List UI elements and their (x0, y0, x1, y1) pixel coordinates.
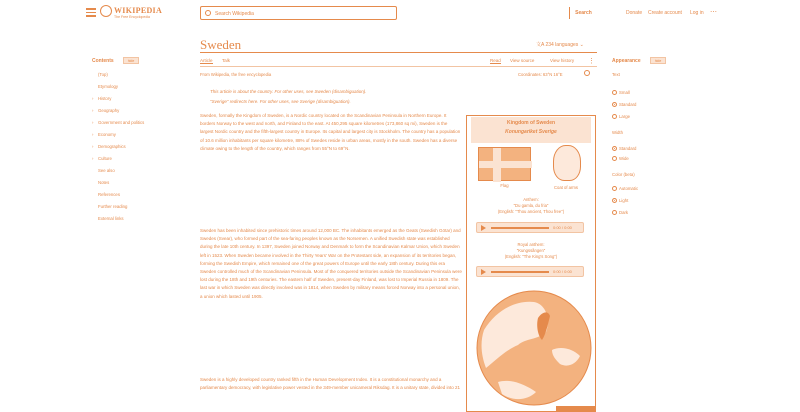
hatnote[interactable]: "Sverige" redirects here. For other uses, see Sverige (disambiguation). (210, 99, 351, 104)
language-count: 234 languages (545, 42, 579, 48)
create-account-link[interactable]: Create account (648, 10, 682, 16)
toc-item-label: History (98, 96, 112, 101)
coordinates[interactable]: Coordinates: 63°N 16°E (518, 72, 563, 77)
text-size-option-label: Large (619, 114, 630, 119)
chevron-right-icon[interactable]: › (92, 108, 94, 113)
width-label-label: Width (612, 130, 623, 135)
toc-item[interactable] (92, 192, 120, 197)
coat-of-arms-caption[interactable]: Coat of arms (554, 185, 578, 190)
hatnote[interactable]: This article is about the country. For other uses, see Sweden (disambiguation). (210, 89, 367, 94)
infobox-country-name: Kingdom of Sweden (506, 120, 556, 126)
anthem-english: (English: "Thou ancient, Thou free") (497, 209, 565, 214)
radio-icon[interactable] (612, 102, 617, 107)
location-map[interactable] (476, 290, 592, 406)
language-button[interactable] (536, 41, 584, 48)
color-option-label: Dark (619, 210, 629, 215)
width-label (612, 130, 623, 135)
toc-item[interactable] (92, 120, 144, 125)
anthem-label: Anthem: (523, 197, 539, 202)
color-label (612, 172, 635, 177)
color-option[interactable] (612, 186, 638, 191)
page-title: Sweden (200, 37, 242, 52)
radio-icon[interactable] (612, 210, 617, 215)
wikipedia-globe-icon[interactable] (100, 5, 112, 17)
tools-menu-icon[interactable]: ⋮ (588, 58, 595, 65)
royal-anthem-english: (English: "The King's Song") (504, 254, 558, 259)
audio-progress-bar[interactable] (491, 227, 549, 229)
toc-item-label: References (98, 192, 120, 197)
search-box[interactable] (200, 6, 592, 20)
color-option[interactable] (612, 198, 628, 203)
anthem-audio-player[interactable] (476, 222, 584, 233)
play-icon[interactable] (481, 225, 486, 231)
text-size-option[interactable] (612, 114, 630, 119)
infobox-footer-bar (556, 406, 596, 412)
more-options-icon[interactable]: ⋯ (710, 9, 717, 16)
infobox-native-name: Konungariket Sverige (505, 129, 557, 135)
radio-icon[interactable] (612, 156, 617, 161)
color-option[interactable] (612, 210, 628, 215)
width-option-label: Standard (619, 146, 637, 151)
radio-icon[interactable] (612, 186, 617, 191)
wikipedia-tagline: The Free Encyclopedia (114, 15, 150, 19)
toc-item-label: See also (98, 168, 115, 173)
audio-time: 0:00 / 0:00 (553, 224, 572, 230)
radio-icon[interactable] (612, 146, 617, 151)
chevron-right-icon[interactable]: › (92, 156, 94, 161)
tab-view-history[interactable]: View history (550, 58, 575, 63)
toc-item[interactable] (92, 132, 116, 137)
tab-talk[interactable]: Talk (222, 58, 231, 63)
anthem-native[interactable]: "Du gamla, du fria" (513, 203, 549, 208)
toc-item[interactable] (92, 72, 108, 77)
toc-heading: Contents (92, 58, 114, 64)
coat-of-arms-image[interactable] (553, 145, 581, 181)
royal-anthem-audio-player[interactable] (476, 266, 584, 277)
government-paragraph: Sweden is a highly developed country ranked fifth in the Human Development Index. It is a constitutional monarchy and a parliamentary democracy, with legislative power vested in the 349-member unicameral Riksdag. It is a unitary state, divided into 21 (200, 377, 461, 391)
chevron-right-icon[interactable]: › (92, 132, 94, 137)
toc-item-label: Economy (98, 132, 116, 137)
toc-item-label: Etymology (98, 84, 119, 89)
appearance-hide-button[interactable]: hide (650, 57, 666, 64)
infobox-title (471, 117, 591, 143)
text-size-option[interactable] (612, 90, 630, 95)
toc-item-label: Culture (98, 156, 112, 161)
flag-caption[interactable]: Flag (500, 183, 509, 188)
main-menu-icon[interactable] (86, 8, 96, 17)
text-size-label (612, 72, 620, 77)
tab-article[interactable]: Article (200, 58, 213, 63)
toc-item-label: Further reading (98, 204, 128, 209)
chevron-right-icon[interactable]: › (92, 120, 94, 125)
globe-icon[interactable] (584, 70, 590, 76)
color-label-label: Color (beta) (612, 172, 635, 177)
toc-item[interactable] (92, 156, 112, 161)
appearance-heading: Appearance (612, 58, 641, 64)
play-icon[interactable] (481, 269, 486, 275)
toc-item-label: Geography (98, 108, 120, 113)
toc-item[interactable] (92, 180, 109, 185)
toc-item[interactable] (92, 144, 126, 149)
color-option-label: Automatic (619, 186, 639, 191)
toc-item-label: Notes (98, 180, 110, 185)
toc-item[interactable] (92, 168, 115, 173)
toc-hide-button[interactable]: hide (123, 57, 139, 64)
width-option-label: Wide (619, 156, 629, 161)
tab-view-source[interactable]: View source (510, 58, 535, 63)
color-option-label: Light (619, 198, 629, 203)
chevron-down-icon: ⌄ (578, 42, 584, 48)
audio-progress-bar[interactable] (491, 271, 549, 273)
audio-time: 0:00 / 0:00 (553, 268, 572, 274)
toc-item[interactable] (92, 204, 127, 209)
width-option[interactable] (612, 146, 636, 151)
history-paragraph: Sweden has been inhabited since prehistoric times around 12,000 BC. The inhabitants emerged as the Geats (Swedish Götar) and Swedes (Svear), who formed part of the sea-faring peoples known as the Norsemen. A unified Swedish state was established during the late 10th century. In 1397, Sweden joined Norway and Denmark to form the Scandinavian Kalmar Union, which Sweden left in 1523. When Sweden became involved in the Thirty Years' War on the Protestant side, an expansion of its territories began, forming the Swedish Empire, which remained one of the great powers of Europe until the early 18th century. During this era Sweden controlled much of the Scandinavian Peninsula. Most of the conquered territories outside the Scandinavian Peninsula were lost during the 18th and 19th centuries. The eastern half of Sweden, present-day Finland, was lost to Imperial Russia in 1809. The last war in which Sweden was directly involved was in 1814, when Sweden by military means forced Norway into a personal union, a union which lasted until 1905. (200, 228, 462, 299)
width-option[interactable] (612, 156, 629, 161)
toc-item[interactable] (92, 96, 111, 101)
royal-anthem-label: Royal anthem: (517, 242, 545, 247)
donate-link[interactable]: Donate (626, 10, 643, 16)
login-link[interactable]: Log in (690, 10, 704, 16)
radio-icon[interactable] (612, 90, 617, 95)
chevron-right-icon[interactable]: › (92, 96, 94, 101)
text-size-label-label: Text (612, 72, 620, 77)
search-icon (205, 10, 211, 16)
toc-item-label: Demographics (98, 144, 126, 149)
tabs-divider (200, 66, 597, 67)
text-size-option[interactable] (612, 102, 636, 107)
toc-item-label: External links (98, 216, 124, 221)
chevron-right-icon[interactable]: › (92, 144, 94, 149)
tab-read[interactable]: Read (490, 58, 501, 63)
wikipedia-wordmark[interactable]: WIKIPEDIA (114, 6, 163, 15)
toc-item-label: Government and politics (98, 120, 145, 125)
translate-icon: 文A (536, 42, 546, 48)
site-subtitle: From Wikipedia, the free encyclopedia (200, 72, 272, 77)
toc-item[interactable] (92, 216, 124, 221)
toc-item[interactable] (92, 84, 118, 89)
radio-icon[interactable] (612, 198, 617, 203)
flag-image[interactable] (478, 147, 531, 181)
lead-paragraph: Sweden, formally the Kingdom of Sweden, is a Nordic country located on the Scandinavian Peninsula in Northern Europe. It borders Norway to the west and north, and Finland to the east. At 450,295 square kilometres (173,860 sq mi), Sweden is the largest Nordic country and the fifth-largest country in Europe. Its capital and largest city is Stockholm. The country has a population of 10.6 million inhabitants per square kilometre, 88% of Swedes reside in urban areas, mostly in the south. Sweden has a diverse climate owing to the length of the country, which ranges from 55°N to 69°N. (200, 113, 461, 151)
toc-item[interactable] (92, 108, 119, 113)
search-input[interactable] (215, 10, 365, 18)
toc-item-label: (Top) (98, 72, 108, 77)
text-size-option-label: Standard (619, 102, 637, 107)
royal-anthem-native[interactable]: "Kungssången" (516, 248, 546, 253)
title-divider (200, 52, 597, 53)
search-button[interactable]: Search (569, 7, 597, 19)
radio-icon[interactable] (612, 114, 617, 119)
text-size-option-label: Small (619, 90, 630, 95)
